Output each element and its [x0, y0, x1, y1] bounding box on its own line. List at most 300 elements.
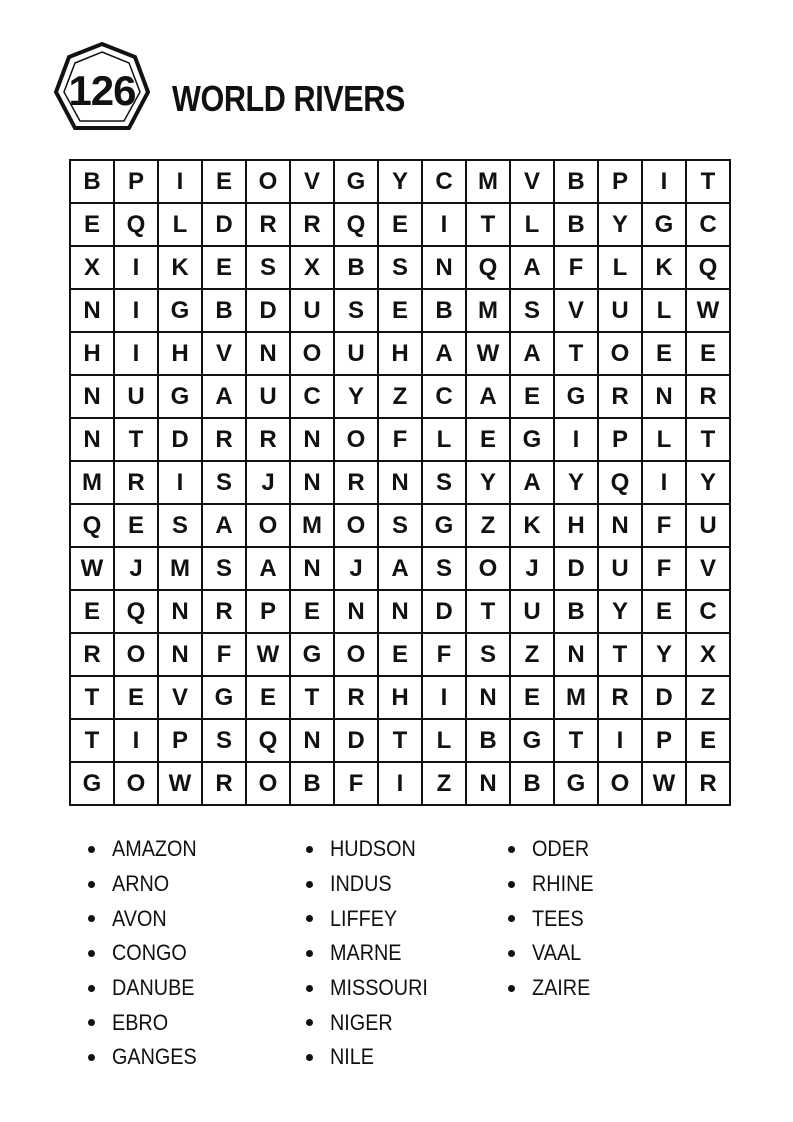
grid-cell[interactable]: D	[158, 418, 202, 461]
grid-cell[interactable]: K	[158, 246, 202, 289]
word-label: AVON	[112, 905, 167, 931]
word-search-grid	[69, 159, 731, 806]
word-list-item	[508, 936, 600, 971]
grid-cell[interactable]: Q	[686, 246, 730, 289]
grid-cell[interactable]: N	[642, 375, 686, 418]
grid-cell[interactable]: V	[510, 160, 554, 203]
grid-cell[interactable]: D	[422, 590, 466, 633]
grid-cell[interactable]: I	[642, 461, 686, 504]
grid-cell[interactable]: I	[422, 676, 466, 719]
grid-cell[interactable]: Y	[686, 461, 730, 504]
bullet-icon	[508, 915, 515, 922]
grid-cell[interactable]: T	[378, 719, 422, 762]
grid-cell[interactable]: N	[378, 590, 422, 633]
grid-cell[interactable]: P	[246, 590, 290, 633]
word-list-item	[306, 1040, 439, 1075]
word-label: CONGO	[112, 940, 187, 966]
grid-cell[interactable]: N	[70, 289, 114, 332]
grid-cell[interactable]: L	[598, 246, 642, 289]
grid-cell[interactable]: A	[510, 461, 554, 504]
grid-cell[interactable]: N	[70, 418, 114, 461]
grid-cell[interactable]: F	[642, 504, 686, 547]
grid-row	[70, 160, 730, 203]
grid-cell[interactable]: B	[510, 762, 554, 805]
grid-cell[interactable]: O	[290, 332, 334, 375]
grid-cell[interactable]: A	[378, 547, 422, 590]
grid-cell[interactable]: Q	[334, 203, 378, 246]
grid-cell[interactable]: E	[642, 590, 686, 633]
grid-cell[interactable]: C	[686, 590, 730, 633]
bullet-icon	[88, 881, 95, 888]
grid-cell[interactable]: A	[202, 375, 246, 418]
word-list-item	[306, 901, 439, 936]
grid-row	[70, 203, 730, 246]
grid-cell[interactable]: C	[290, 375, 334, 418]
grid-cell[interactable]: B	[70, 160, 114, 203]
grid-cell[interactable]: C	[686, 203, 730, 246]
grid-cell[interactable]: N	[246, 332, 290, 375]
grid-cell[interactable]: E	[466, 418, 510, 461]
grid-cell[interactable]: U	[598, 289, 642, 332]
grid-cell[interactable]: K	[510, 504, 554, 547]
grid-cell[interactable]: F	[202, 633, 246, 676]
grid-cell[interactable]: S	[202, 547, 246, 590]
grid-cell[interactable]: E	[642, 332, 686, 375]
word-label: ZAIRE	[532, 975, 591, 1001]
grid-row	[70, 504, 730, 547]
grid-cell[interactable]: N	[378, 461, 422, 504]
bullet-icon	[88, 985, 95, 992]
grid-cell[interactable]: E	[246, 676, 290, 719]
grid-cell[interactable]: U	[510, 590, 554, 633]
grid-cell[interactable]: W	[686, 289, 730, 332]
grid-cell[interactable]: B	[466, 719, 510, 762]
grid-cell[interactable]: F	[378, 418, 422, 461]
grid-cell[interactable]: L	[642, 289, 686, 332]
grid-cell[interactable]: N	[554, 633, 598, 676]
grid-row	[70, 289, 730, 332]
word-label: VAAL	[532, 940, 582, 966]
grid-cell[interactable]: M	[290, 504, 334, 547]
grid-cell[interactable]: G	[158, 375, 202, 418]
grid-cell[interactable]: U	[334, 332, 378, 375]
bullet-icon	[88, 915, 95, 922]
grid-cell[interactable]: V	[554, 289, 598, 332]
grid-cell[interactable]: T	[70, 719, 114, 762]
grid-cell[interactable]: G	[70, 762, 114, 805]
grid-cell[interactable]: B	[422, 289, 466, 332]
word-list-item	[306, 1005, 439, 1040]
grid-cell[interactable]: C	[422, 160, 466, 203]
grid-cell[interactable]: E	[378, 633, 422, 676]
word-list-item	[306, 832, 439, 867]
grid-cell[interactable]: L	[510, 203, 554, 246]
word-list-column-2	[306, 832, 439, 1075]
bullet-icon	[306, 846, 313, 853]
grid-row	[70, 332, 730, 375]
grid-row	[70, 418, 730, 461]
grid-cell[interactable]: P	[158, 719, 202, 762]
grid-cell[interactable]: O	[246, 160, 290, 203]
grid-cell[interactable]: N	[290, 547, 334, 590]
bullet-icon	[508, 985, 515, 992]
grid-row	[70, 590, 730, 633]
grid-cell[interactable]: I	[422, 203, 466, 246]
grid-cell[interactable]: B	[554, 203, 598, 246]
grid-cell[interactable]: O	[246, 762, 290, 805]
grid-cell[interactable]: W	[642, 762, 686, 805]
word-list-item	[88, 1040, 206, 1075]
grid-cell[interactable]: G	[510, 418, 554, 461]
word-list-column-3	[508, 832, 600, 1005]
grid-cell[interactable]: S	[202, 719, 246, 762]
grid-cell[interactable]: Q	[70, 504, 114, 547]
grid-cell[interactable]: H	[554, 504, 598, 547]
grid-cell[interactable]: J	[114, 547, 158, 590]
grid-cell[interactable]: T	[686, 418, 730, 461]
grid-cell[interactable]: X	[290, 246, 334, 289]
grid-cell[interactable]: H	[158, 332, 202, 375]
grid-cell[interactable]: G	[554, 762, 598, 805]
grid-cell[interactable]: G	[290, 633, 334, 676]
grid-cell[interactable]: E	[510, 375, 554, 418]
grid-cell[interactable]: I	[598, 719, 642, 762]
grid-cell[interactable]: A	[202, 504, 246, 547]
grid-cell[interactable]: G	[158, 289, 202, 332]
grid-cell[interactable]: D	[246, 289, 290, 332]
bullet-icon	[88, 950, 95, 957]
grid-cell[interactable]: N	[290, 461, 334, 504]
word-list-item	[306, 867, 439, 902]
grid-cell[interactable]: F	[334, 762, 378, 805]
grid-cell[interactable]: N	[290, 418, 334, 461]
word-list-item	[306, 971, 439, 1006]
grid-cell[interactable]: Q	[246, 719, 290, 762]
bullet-icon	[508, 881, 515, 888]
grid-cell[interactable]: I	[158, 461, 202, 504]
grid-cell[interactable]: Y	[554, 461, 598, 504]
grid-cell[interactable]: R	[246, 203, 290, 246]
grid-cell[interactable]: G	[554, 375, 598, 418]
grid-cell[interactable]: S	[422, 461, 466, 504]
grid-cell[interactable]: A	[510, 246, 554, 289]
grid-cell[interactable]: Q	[114, 203, 158, 246]
grid-cell[interactable]: Z	[466, 504, 510, 547]
word-list-item	[88, 901, 206, 936]
grid-cell[interactable]: P	[642, 719, 686, 762]
grid-cell[interactable]: Y	[334, 375, 378, 418]
grid-cell[interactable]: E	[686, 719, 730, 762]
grid-cell[interactable]: S	[158, 504, 202, 547]
grid-cell[interactable]: P	[598, 418, 642, 461]
grid-cell[interactable]: R	[598, 375, 642, 418]
grid-cell[interactable]: I	[554, 418, 598, 461]
grid-cell[interactable]: A	[422, 332, 466, 375]
grid-cell[interactable]: P	[598, 160, 642, 203]
grid-cell[interactable]: T	[70, 676, 114, 719]
word-label: LIFFEY	[330, 905, 398, 931]
grid-cell[interactable]: G	[642, 203, 686, 246]
grid-cell[interactable]: N	[422, 246, 466, 289]
word-list-item	[508, 867, 600, 902]
grid-cell[interactable]: T	[598, 633, 642, 676]
grid-cell[interactable]: T	[114, 418, 158, 461]
grid-cell[interactable]: S	[378, 504, 422, 547]
bullet-icon	[306, 985, 313, 992]
grid-cell[interactable]: W	[466, 332, 510, 375]
grid-cell[interactable]: R	[70, 633, 114, 676]
grid-cell[interactable]: R	[290, 203, 334, 246]
grid-cell[interactable]: D	[202, 203, 246, 246]
grid-cell[interactable]: I	[378, 762, 422, 805]
grid-cell[interactable]: Y	[598, 203, 642, 246]
puzzle-number-badge	[52, 40, 152, 142]
grid-cell[interactable]: T	[466, 590, 510, 633]
page-title: WORLD RIVERS	[172, 78, 405, 119]
word-label: TEES	[532, 905, 584, 931]
grid-cell[interactable]: V	[158, 676, 202, 719]
grid-cell[interactable]: E	[70, 590, 114, 633]
grid-cell[interactable]: K	[642, 246, 686, 289]
grid-cell[interactable]: N	[290, 719, 334, 762]
grid-cell[interactable]: S	[466, 633, 510, 676]
grid-cell[interactable]: S	[422, 547, 466, 590]
grid-cell[interactable]: F	[422, 633, 466, 676]
grid-cell[interactable]: O	[598, 332, 642, 375]
grid-cell[interactable]: L	[158, 203, 202, 246]
grid-cell[interactable]: B	[554, 590, 598, 633]
grid-row	[70, 719, 730, 762]
grid-cell[interactable]: O	[114, 762, 158, 805]
grid-row	[70, 633, 730, 676]
grid-cell[interactable]: G	[334, 160, 378, 203]
grid-cell[interactable]: H	[70, 332, 114, 375]
grid-cell[interactable]: C	[422, 375, 466, 418]
grid-cell[interactable]: A	[466, 375, 510, 418]
grid-cell[interactable]: O	[334, 418, 378, 461]
grid-cell[interactable]: Z	[510, 633, 554, 676]
bullet-icon	[306, 881, 313, 888]
word-list-item	[88, 832, 206, 867]
grid-cell[interactable]: Q	[598, 461, 642, 504]
grid-cell[interactable]: R	[202, 418, 246, 461]
grid-cell[interactable]: D	[642, 676, 686, 719]
grid-cell[interactable]: I	[114, 289, 158, 332]
grid-row	[70, 246, 730, 289]
grid-cell[interactable]: M	[554, 676, 598, 719]
grid-cell[interactable]: X	[686, 633, 730, 676]
grid-cell[interactable]: L	[422, 418, 466, 461]
grid-cell[interactable]: T	[554, 332, 598, 375]
grid-cell[interactable]: I	[114, 246, 158, 289]
bullet-icon	[508, 950, 515, 957]
grid-cell[interactable]: B	[554, 160, 598, 203]
grid-cell[interactable]: D	[554, 547, 598, 590]
grid-cell[interactable]: I	[114, 719, 158, 762]
grid-cell[interactable]: A	[246, 547, 290, 590]
grid-cell[interactable]: A	[510, 332, 554, 375]
word-label: ODER	[532, 836, 590, 862]
grid-cell[interactable]: J	[334, 547, 378, 590]
grid-cell[interactable]: G	[202, 676, 246, 719]
grid-cell[interactable]: M	[70, 461, 114, 504]
grid-cell[interactable]: W	[70, 547, 114, 590]
grid-cell[interactable]: V	[202, 332, 246, 375]
grid-cell[interactable]: T	[290, 676, 334, 719]
bullet-icon	[88, 1054, 95, 1061]
word-list-item	[508, 971, 600, 1006]
word-label: NILE	[330, 1044, 375, 1070]
grid-cell[interactable]: F	[642, 547, 686, 590]
grid-cell[interactable]: T	[554, 719, 598, 762]
grid-cell[interactable]: R	[686, 375, 730, 418]
grid-cell[interactable]: O	[598, 762, 642, 805]
grid-row	[70, 762, 730, 805]
word-list-item	[88, 1005, 206, 1040]
word-label: NIGER	[330, 1009, 393, 1035]
word-list-item	[88, 936, 206, 971]
grid-cell[interactable]: Y	[466, 461, 510, 504]
grid-cell[interactable]: N	[158, 633, 202, 676]
grid-cell[interactable]: Y	[642, 633, 686, 676]
word-label: HUDSON	[330, 836, 416, 862]
word-label: DANUBE	[112, 975, 195, 1001]
grid-cell[interactable]: B	[290, 762, 334, 805]
grid-cell[interactable]: Z	[686, 676, 730, 719]
word-label: MISSOURI	[330, 975, 428, 1001]
grid-cell[interactable]: M	[466, 160, 510, 203]
grid-cell[interactable]: R	[686, 762, 730, 805]
grid-cell[interactable]: E	[378, 289, 422, 332]
grid-cell[interactable]: L	[642, 418, 686, 461]
grid-cell[interactable]: W	[158, 762, 202, 805]
grid-cell[interactable]: L	[422, 719, 466, 762]
grid-cell[interactable]: N	[158, 590, 202, 633]
grid-cell[interactable]: R	[334, 461, 378, 504]
word-list-item	[508, 832, 600, 867]
grid-cell[interactable]: E	[114, 504, 158, 547]
word-label: MARNE	[330, 940, 402, 966]
grid-cell[interactable]: I	[114, 332, 158, 375]
grid-cell[interactable]: S	[378, 246, 422, 289]
grid-cell[interactable]: R	[246, 418, 290, 461]
grid-cell[interactable]: U	[246, 375, 290, 418]
grid-cell[interactable]: I	[642, 160, 686, 203]
grid-cell[interactable]: R	[114, 461, 158, 504]
grid-cell[interactable]: U	[686, 504, 730, 547]
grid-cell[interactable]: E	[290, 590, 334, 633]
puzzle-number: 126	[68, 67, 136, 114]
grid-cell[interactable]: E	[70, 203, 114, 246]
bullet-icon	[88, 846, 95, 853]
grid-cell[interactable]: X	[70, 246, 114, 289]
grid-cell[interactable]: R	[334, 676, 378, 719]
grid-cell[interactable]: E	[202, 160, 246, 203]
grid-row	[70, 547, 730, 590]
grid-cell[interactable]: J	[246, 461, 290, 504]
grid-cell[interactable]: O	[114, 633, 158, 676]
grid-cell[interactable]: R	[202, 762, 246, 805]
bullet-icon	[508, 846, 515, 853]
word-list-item	[88, 867, 206, 902]
grid-cell[interactable]: O	[466, 547, 510, 590]
grid-cell[interactable]: F	[554, 246, 598, 289]
grid-cell[interactable]: M	[466, 289, 510, 332]
grid-cell[interactable]: N	[70, 375, 114, 418]
grid-cell[interactable]: H	[378, 676, 422, 719]
grid-cell[interactable]: G	[510, 719, 554, 762]
word-list-column-1	[88, 832, 206, 1075]
word-label: EBRO	[112, 1009, 169, 1035]
grid-cell[interactable]: U	[598, 547, 642, 590]
word-label: INDUS	[330, 871, 392, 897]
word-label: GANGES	[112, 1044, 197, 1070]
grid-cell[interactable]: R	[202, 590, 246, 633]
word-label: RHINE	[532, 871, 594, 897]
grid-cell[interactable]: N	[466, 762, 510, 805]
grid-cell[interactable]: D	[334, 719, 378, 762]
grid-cell[interactable]: P	[114, 160, 158, 203]
bullet-icon	[306, 1054, 313, 1061]
grid-cell[interactable]: Z	[378, 375, 422, 418]
grid-cell[interactable]: N	[598, 504, 642, 547]
grid-cell[interactable]: N	[334, 590, 378, 633]
word-label: ARNO	[112, 871, 170, 897]
grid-cell[interactable]: Z	[422, 762, 466, 805]
grid-cell[interactable]: E	[202, 246, 246, 289]
grid-cell[interactable]: E	[510, 676, 554, 719]
grid-cell[interactable]: Q	[114, 590, 158, 633]
grid-cell[interactable]: E	[114, 676, 158, 719]
grid-cell[interactable]: H	[378, 332, 422, 375]
grid-cell[interactable]: Y	[378, 160, 422, 203]
bullet-icon	[306, 950, 313, 957]
grid-cell[interactable]: V	[686, 547, 730, 590]
bullet-icon	[88, 1019, 95, 1026]
grid-cell[interactable]: S	[246, 246, 290, 289]
grid-cell[interactable]: S	[334, 289, 378, 332]
grid-cell[interactable]: O	[334, 633, 378, 676]
grid-cell[interactable]: S	[202, 461, 246, 504]
grid-cell[interactable]: T	[686, 160, 730, 203]
grid-cell[interactable]: I	[158, 160, 202, 203]
grid-cell[interactable]: U	[114, 375, 158, 418]
grid-cell[interactable]: S	[510, 289, 554, 332]
grid-cell[interactable]: E	[686, 332, 730, 375]
grid-cell[interactable]: B	[202, 289, 246, 332]
grid-cell[interactable]: T	[466, 203, 510, 246]
grid-cell[interactable]: V	[290, 160, 334, 203]
grid-row	[70, 461, 730, 504]
grid-cell[interactable]: O	[334, 504, 378, 547]
grid-cell[interactable]: B	[334, 246, 378, 289]
grid-row	[70, 375, 730, 418]
grid-cell[interactable]: J	[510, 547, 554, 590]
grid-cell[interactable]: W	[246, 633, 290, 676]
grid-cell[interactable]: R	[598, 676, 642, 719]
word-label: AMAZON	[112, 836, 197, 862]
grid-cell[interactable]: Q	[466, 246, 510, 289]
bullet-icon	[306, 915, 313, 922]
grid-cell[interactable]: Y	[598, 590, 642, 633]
grid-cell[interactable]: O	[246, 504, 290, 547]
grid-cell[interactable]: M	[158, 547, 202, 590]
grid-cell[interactable]: N	[466, 676, 510, 719]
grid-cell[interactable]: E	[378, 203, 422, 246]
grid-cell[interactable]: U	[290, 289, 334, 332]
grid-row	[70, 676, 730, 719]
grid-cell[interactable]: G	[422, 504, 466, 547]
